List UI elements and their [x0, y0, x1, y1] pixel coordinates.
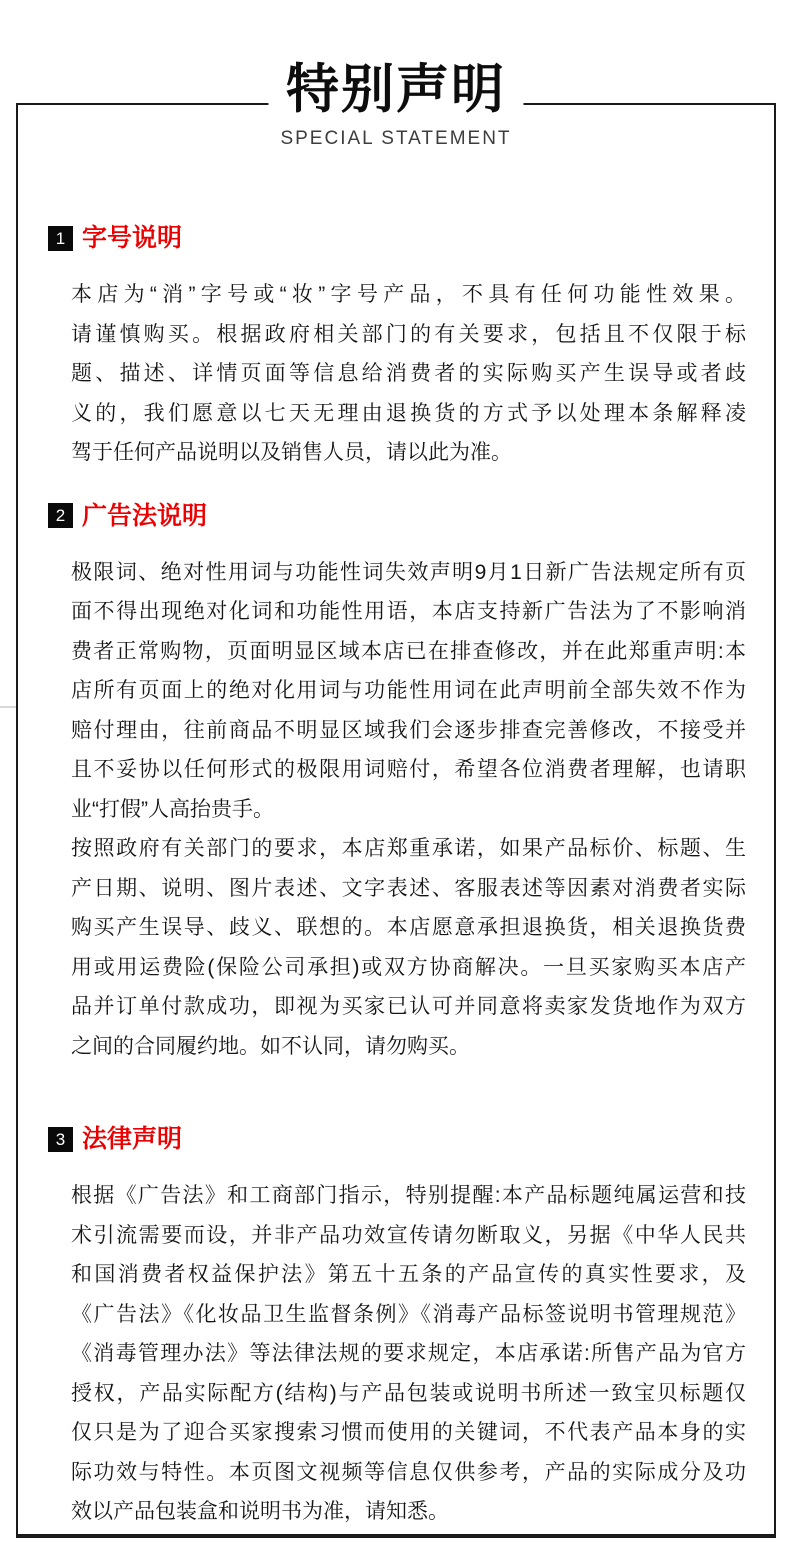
- page-subtitle: SPECIAL STATEMENT: [280, 128, 512, 149]
- text-line: 用或用运费险(保险公司承担)或双方协商解决。一旦买家购买本店产: [71, 955, 746, 979]
- text-line: 品并订单付款成功，即视为买家已认可并同意将卖家发货地作为双方: [71, 995, 746, 1018]
- text-line: 赔付理由，往前商品不明显区域我们会逐步排查完善修改，不接受并: [71, 718, 746, 742]
- text-line: 题、描述、详情页面等信息给消费者的实际购买产生误导或者歧: [71, 362, 746, 385]
- text-line: 际功效与特性。本页图文视频等信息仅供参考，产品的实际成分及功: [71, 1460, 746, 1484]
- section-title: 字号说明: [82, 224, 183, 252]
- text-line: 极限词、绝对性用词与功能性词失效声明9月1日新广告法规定所有页: [71, 560, 746, 584]
- text-line: 和国消费者权益保护法》第五十五条的产品宣传的真实性要求，及: [71, 1263, 746, 1286]
- text-line: 请谨慎购买。根据政府相关部门的有关要求，包括且不仅限于标: [71, 322, 746, 346]
- statement-content: [18, 105, 774, 1532]
- section-legal-statement: [55, 1125, 746, 1532]
- section-ad-law-statement: [55, 501, 746, 1067]
- section-number-badge: 2: [48, 503, 73, 528]
- text-line: 且不妥协以任何形式的极限用词赔付，希望各位消费者理解，也请职: [71, 758, 746, 781]
- text-line: 店所有页面上的绝对化用词与功能性用词在此声明前全部失效不作为: [71, 679, 746, 702]
- section-header: [48, 225, 746, 251]
- text-line: 购买产生误导、歧义、联想的。本店愿意承担退换货，相关退换货费: [71, 916, 746, 939]
- section-title: 法律声明: [82, 1125, 183, 1153]
- text-line: 本店为“消”字号或“妆”字号产品，不具有任何功能性效果。: [71, 283, 746, 306]
- section-font-size-statement: [55, 224, 746, 473]
- section-header: [48, 1126, 746, 1152]
- text-line: 授权，产品实际配方(结构)与产品包装或说明书所述一致宝贝标题仅: [71, 1381, 746, 1405]
- text-line: 面不得出现绝对化词和功能性用语，本店支持新广告法为了不影响消: [71, 600, 746, 623]
- section-title: 广告法说明: [82, 501, 208, 530]
- text-line: 《消毒管理办法》等法律法规的要求规定，本店承诺:所售产品为官方: [71, 1342, 746, 1365]
- text-line: 产日期、说明、图片表述、文字表述、客服表述等因素对消费者实际: [71, 876, 746, 900]
- text-line: 费者正常购物，页面明显区域本店已在排查修改，并在此郑重声明:本: [71, 639, 746, 663]
- text-line: 《广告法》《化妆品卫生监督条例》《消毒产品标签说明书管理规范》: [71, 1302, 746, 1326]
- statement-frame: [16, 60, 776, 1538]
- text-line: 之间的合同履约地。如不认同，请勿购买。: [71, 1034, 470, 1058]
- text-line: 义的，我们愿意以七天无理由退换货的方式予以处理本条解释凌: [71, 401, 746, 425]
- paragraph: [71, 553, 746, 830]
- paragraph: [71, 829, 746, 1066]
- section-number-badge: 1: [48, 226, 73, 251]
- text-line: 效以产品包装盒和说明书为准，请知悉。: [71, 1500, 449, 1523]
- paragraph: [71, 1176, 746, 1532]
- page-header: [268, 61, 523, 150]
- text-line: 按照政府有关部门的要求，本店郑重承诺，如果产品标价、标题、生: [71, 837, 746, 860]
- page-title: 特别声明: [285, 60, 506, 119]
- text-line: 驾于任何产品说明以及销售人员，请以此为准。: [71, 441, 512, 464]
- text-line: 仅只是为了迎合买家搜索习惯而使用的关键词，不代表产品本身的实: [71, 1421, 746, 1444]
- section-number-badge: 3: [48, 1127, 73, 1152]
- text-line: 根据《广告法》和工商部门指示，特别提醒:本产品标题纯属运营和技: [71, 1184, 746, 1207]
- text-line: 业“打假”人高抬贵手。: [71, 797, 274, 821]
- text-line: 术引流需要而设，并非产品功效宣传请勿断取义，另据《中华人民共: [71, 1223, 746, 1247]
- section-header: [48, 503, 746, 529]
- page-seam-line: [0, 706, 16, 708]
- paragraph: [71, 275, 746, 473]
